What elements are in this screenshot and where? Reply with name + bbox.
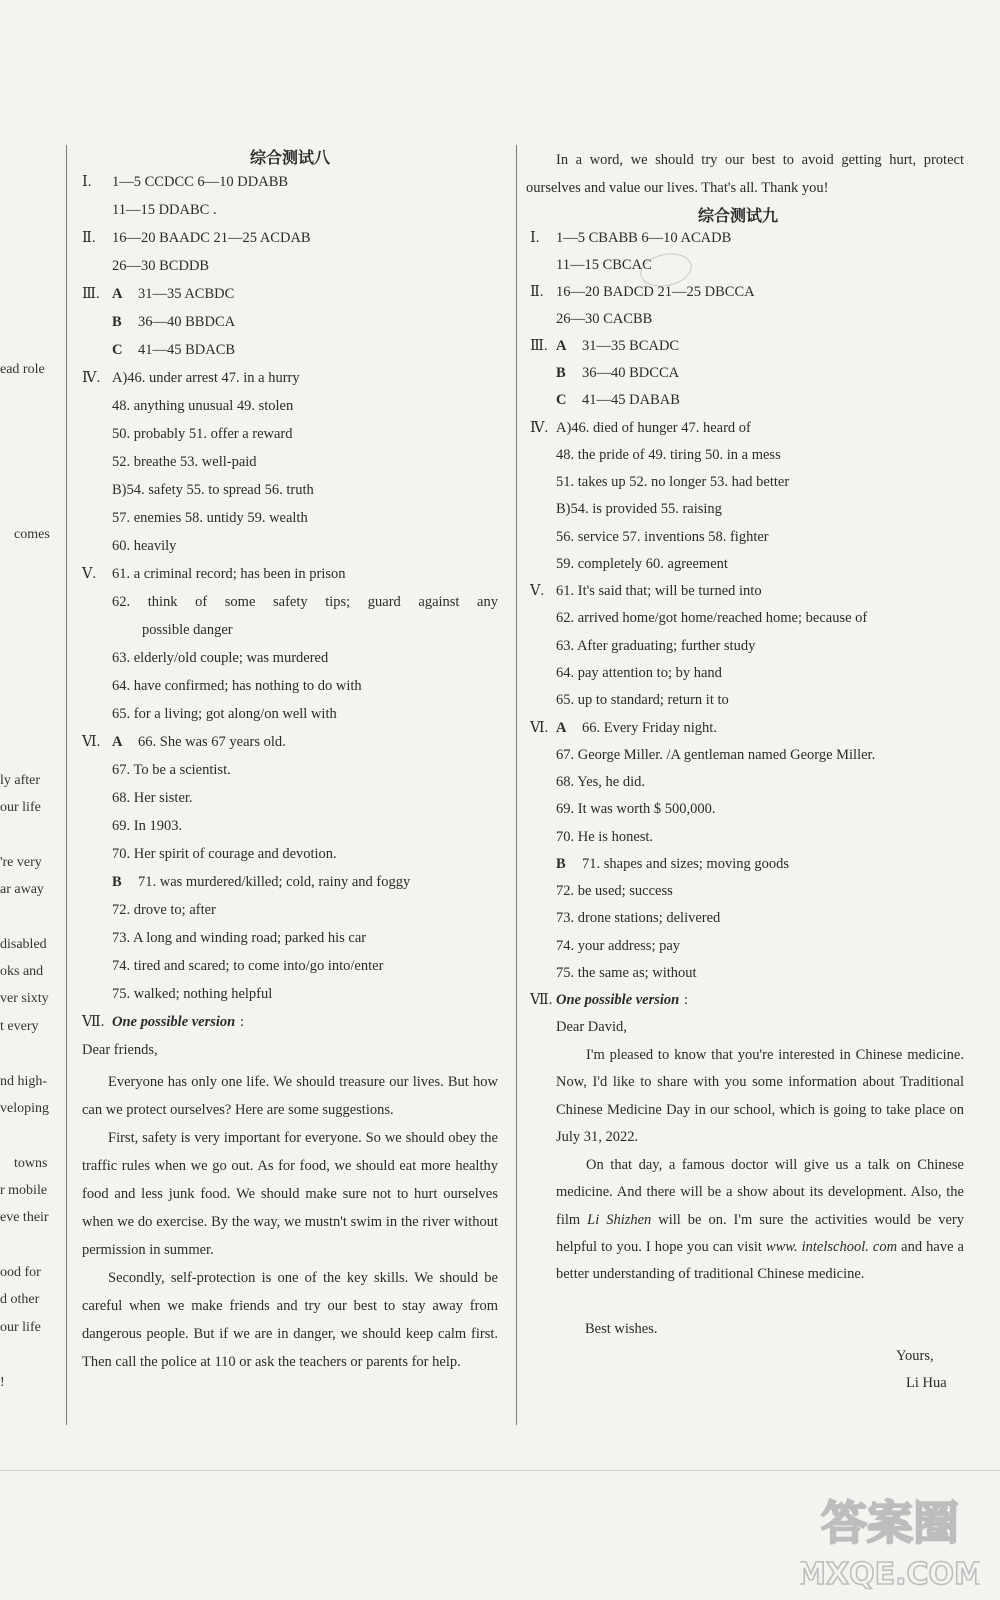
paragraph-text: and have a better understanding of traditional Chinese medicine. [556,1238,964,1283]
answer-line: 31—35 BCADC [582,338,680,354]
film-title: Li Shizhen [587,1211,652,1228]
part-label: A [556,338,567,354]
letter-paragraph: I'm pleased to know that you're interested in Chinese medicine. Now, I'd like to share with you some information about Traditional Chinese Medicine Day in our school, which is going to take place on July 31, 2022. [556,1047,964,1145]
part-label: B [112,314,122,330]
answer-line: 74. your address; pay [556,938,681,954]
section-V-roman: Ⅴ. [530,583,545,599]
answer-line: 52. breathe 53. well-paid [112,454,257,470]
answer-line: 36—40 BBDCA [138,314,236,330]
section-II-roman: Ⅱ. [82,230,96,246]
test9-title: 综合测试九 [698,206,779,225]
letter-paragraph [556,1152,964,1288]
answer-line: 26—30 CACBB [556,311,653,327]
section-III-roman: Ⅲ. [82,286,100,302]
answer-line: B)54. safety 55. to spread 56. truth [112,482,314,498]
answer-line: 67. George Miller. /A gentleman named George Miller. [556,747,876,763]
part-label: A [112,286,123,302]
answer-line: 26—30 BCDDB [112,258,210,274]
section-II-roman: Ⅱ. [530,284,544,300]
essay-paragraph: Everyone has only one life. We should treasure our lives. But how can we protect ourselves? Here are some suggestions. [82,1074,498,1118]
website-url: www. intelschool. com [766,1238,898,1255]
answer-line: 69. In 1903. [112,818,183,834]
answer-line: A)46. under arrest 47. in a hurry [112,370,300,386]
answer-line: 51. takes up 52. no longer 53. had better [556,474,790,490]
section-VI-roman: Ⅵ. [82,734,101,750]
answer-line: 75. walked; nothing helpful [112,986,273,1002]
sample-label-colon: : [240,1014,245,1030]
answer-line: 31—35 ACBDC [138,286,235,302]
answer-line: 73. A long and winding road; parked his car [112,930,367,946]
answer-line: 57. enemies 58. untidy 59. wealth [112,510,308,526]
answer-line: A)46. died of hunger 47. heard of [556,420,751,436]
watermark-domain: MXQE.COM [800,1557,980,1592]
answer-line: 71. was murdered/killed; cold, rainy and foggy [138,874,411,890]
answer-line: 71. shapes and sizes; moving goods [582,856,790,872]
paragraph-text: On that day, a famous doctor will give us a talk on Chinese medicine. And there will be a show about its development. Also, the film [556,1157,964,1228]
edge-text: ar away [0,882,44,897]
section-V-roman: Ⅴ. [82,566,97,582]
answer-line: 41—45 BDACB [138,342,236,358]
edge-text: oks and [0,964,44,979]
essay-continuation: In a word, we should try our best to avoid getting hurt, protect ourselves and value our lives. That's all. Thank you! [526,152,964,196]
answer-line: 56. service 57. inventions 58. fighter [556,529,769,545]
answer-line: 61. a criminal record; has been in prison [112,566,346,582]
section-I-roman: Ⅰ. [530,230,540,246]
edge-text: nd high- [0,1074,48,1089]
sample-label: One possible version [112,1014,236,1030]
edge-text: eve their [0,1210,49,1225]
answer-line: 70. Her spirit of courage and devotion. [112,846,337,862]
answer-line: 48. the pride of 49. tiring 50. in a mess [556,447,781,463]
edge-text: our life [0,1320,41,1335]
letter-signature: Li Hua [906,1375,947,1391]
answer-line: 48. anything unusual 49. stolen [112,398,294,414]
answer-line: 11—15 CBCAC [556,257,652,273]
edge-text: d other [0,1292,40,1307]
edge-text: ! [0,1375,5,1390]
sample-label-colon: : [684,992,689,1008]
answer-line: 50. probably 51. offer a reward [112,426,293,442]
sample-label: One possible version [556,992,680,1008]
answer-line: 68. Her sister. [112,790,193,806]
part-label: A [556,720,567,736]
answer-line: 70. He is honest. [556,829,654,845]
section-IV-roman: Ⅳ. [82,370,101,386]
edge-text: towns [14,1156,48,1171]
answer-line: 66. She was 67 years old. [138,734,286,750]
section-VI-roman: Ⅵ. [530,720,549,736]
answer-line: 67. To be a scientist. [112,762,231,778]
edge-text: r mobile [0,1183,48,1198]
section-IV-roman: Ⅳ. [530,420,549,436]
answer-line: 16—20 BADCD 21—25 DBCCA [556,284,755,300]
answer-line: 74. tired and scared; to come into/go into/enter [112,958,384,974]
edge-text: comes [14,527,50,542]
answer-line: 60. heavily [112,538,177,554]
answer-line: 66. Every Friday night. [582,720,717,736]
answer-line: 65. for a living; got along/on well with [112,706,337,722]
section-VII-roman: Ⅶ. [530,992,553,1008]
answer-line: 63. elderly/old couple; was murdered [112,650,329,666]
essay-paragraph: First, safety is very important for everyone. So we should obey the traffic rules when we go out. As for food, we should eat more healthy food and less junk food. We should make sure not to hurt ourselves when we do exercise. By the way, we mustn't swim in the river without permission in summer. [82,1130,498,1258]
edge-text: t every [0,1019,39,1034]
answer-line: 69. It was worth $ 500,000. [556,801,716,817]
answer-line: 62. arrived home/got home/reached home; because of [556,610,868,626]
edge-text: our life [0,800,41,815]
answer-line: 64. pay attention to; by hand [556,665,722,681]
answer-line: 73. drone stations; delivered [556,910,721,926]
letter-greeting: Dear David, [556,1019,627,1035]
part-label: B [556,856,566,872]
watermark-text: 答案圈 [821,1496,959,1550]
part-label: B [112,874,122,890]
letter-yours: Yours, [896,1348,934,1364]
edge-text: ver sixty [0,991,49,1006]
answer-line: 72. be used; success [556,883,673,899]
answer-line: B)54. is provided 55. raising [556,501,722,517]
answer-line: 36—40 BDCCA [582,365,680,381]
answer-line: 41—45 DABAB [582,392,680,408]
part-label: C [112,342,123,358]
answer-line: 16—20 BAADC 21—25 ACDAB [112,230,311,246]
section-VII-roman: Ⅶ. [82,1014,105,1030]
section-III-roman: Ⅲ. [530,338,548,354]
letter-closing: Best wishes. [585,1321,658,1337]
edge-text: 're very [0,855,42,870]
answer-line: 68. Yes, he did. [556,774,646,790]
essay-paragraph: Secondly, self-protection is one of the key skills. We should be careful when we make friends and try our best to stay away from dangerous people. But if we are in danger, we should keep calm first. Then call the police at 110 or ask the teachers or parents for help. [82,1270,498,1370]
edge-text: ood for [0,1265,41,1280]
test8-title: 综合测试八 [250,148,331,167]
part-label: A [112,734,123,750]
answer-line: possible danger [142,622,233,638]
answer-line: 72. drove to; after [112,902,216,918]
answer-line: 62. think of some safety tips; guard against any [112,594,498,610]
watermark-logo [800,1484,980,1594]
answer-line: 11—15 DDABC . [112,202,217,218]
answer-line: 65. up to standard; return it to [556,692,729,708]
edge-text: veloping [0,1101,49,1116]
answer-line: 1—5 CBABB 6—10 ACADB [556,230,732,246]
paragraph-text: will be on. I'm sure the activities would be very helpful to you. I hope you can visit [556,1211,964,1255]
answer-line: 64. have confirmed; has nothing to do with [112,678,362,694]
part-label: B [556,365,566,381]
edge-text: ly after [0,773,41,788]
edge-text: disabled [0,937,47,952]
answer-line: 59. completely 60. agreement [556,556,728,572]
edge-text: ead role [0,362,45,377]
answer-line: 61. It's said that; will be turned into [556,583,762,599]
letter-greeting: Dear friends, [82,1042,158,1058]
answer-line: 63. After graduating; further study [556,638,756,654]
section-I-roman: Ⅰ. [82,174,92,190]
answer-line: 75. the same as; without [556,965,697,981]
answer-line: 1—5 CCDCC 6—10 DDABB [112,174,289,190]
part-label: C [556,392,567,408]
